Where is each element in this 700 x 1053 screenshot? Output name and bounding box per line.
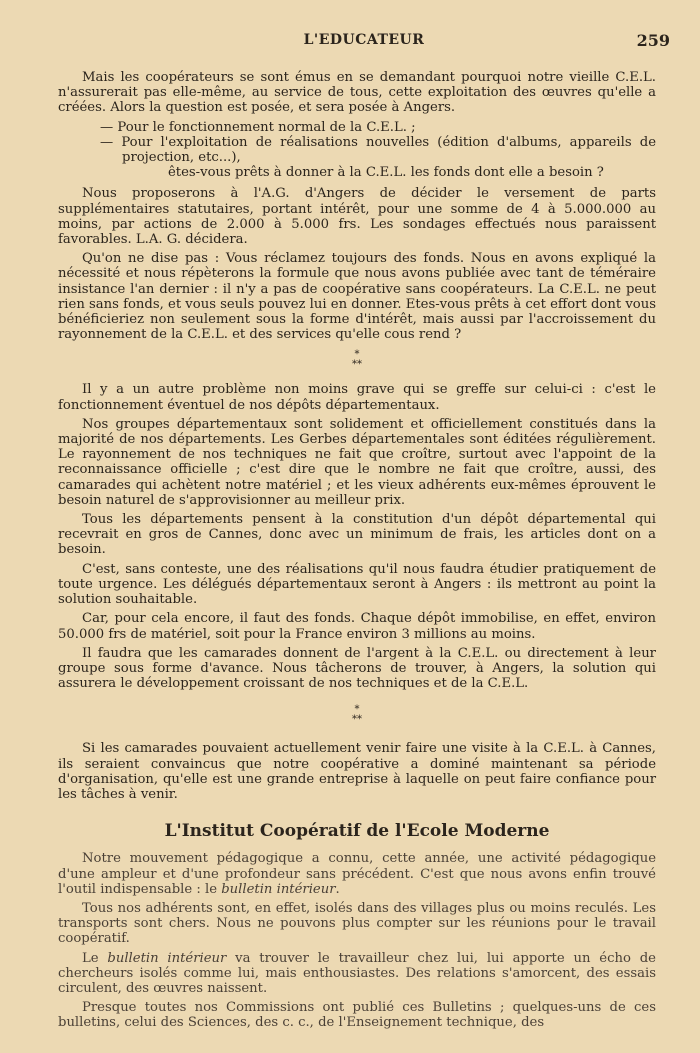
page-header [58, 32, 670, 52]
section-separator: * ** [352, 704, 362, 726]
section-title: L'Institut Coopératif de l'Ecole Moderne [164, 821, 550, 842]
paragraph: Notre mouvement pédagogique a connu, cette année, une activité pédagogique d'une ampleur et d'une profondeur sans précédent. C'est que nous avons enfin trouvé l'outil indispensable : le bulletin intérieur. [58, 851, 656, 897]
journal-title: L'EDUCATEUR [303, 32, 425, 48]
paragraph: Le bulletin intérieur va trouver le travailleur chez lui, lui apporte un écho de chercheurs isolés comme lui, mais enthousiastes. Des relations s'amorcent, des essais circulent, des œuvres naissent. [58, 950, 656, 996]
paragraph: Qu'on ne dise pas : Vous réclamez toujours des fonds. Nous en avons expliqué la nécessité et nous répèterons la formule que nous avons publiée avec tant de téméraire insistance l'an dernier : il n'y a pas de coopérative sans coopérateurs. La C.E.L. ne peut rien sans fonds, et vous seuls pouvez lui en donner. Etes-vous prêts à cet effort dont vous bénéficieriez non seulement sous la forme d'intérêt, mais aussi par l'accroissement du rayonnement de la C.E.L. et des services qu'elle cous rend ? [58, 251, 656, 343]
paragraph: Il faudra que les camarades donnent de l'argent à la C.E.L. ou directement à leur groupe sous forme d'avance. Nous tâcherons de trouver, à Angers, la solution qui assurera le développement croissant de nos techniques et de la C.E.L. [58, 645, 656, 692]
paragraph: Il y a un autre problème non moins grave qui se greffe sur celui-ci : c'est le fonctionnement éventuel de nos dépôts départementaux. [58, 382, 656, 413]
page-number: 259 [636, 31, 670, 50]
paragraph: C'est, sans conteste, une des réalisations qu'il nous faudra étudier pratiquement de toute urgence. Les délégués départementaux seront à Angers : ils mettront au point la solution souhaitable. [58, 561, 656, 608]
paragraph: Nous proposerons à l'A.G. d'Angers de décider le versement de parts supplémentaires statutaires, portant intérêt, pour une somme de 4 à 5.000.000 au moins, par actions de 2.000 à 5.000 frs. Les sondages effectués nous paraissent favorables. L.A. G. décidera. [58, 186, 656, 248]
paragraph: Tous les départements pensent à la constitution d'un dépôt départemental qui recevrait en gros de Cannes, donc avec un minimum de frais, les articles dont on a besoin. [58, 512, 656, 558]
paragraph: Tous nos adhérents sont, en effet, isolés dans des villages plus ou moins reculés. Les transports sont chers. Nous ne pouvons plus compter sur les réunions pour le travail coopératif. [58, 900, 656, 947]
list-item: — Pour l'exploitation de réalisations nouvelles (édition d'albums, appareils de projection, etc...), [100, 134, 656, 166]
paragraph: Presque toutes nos Commissions ont publié ces Bulletins ; quelques-uns de ces bulletins, celui des Sciences, des c. c., de l'Enseignement technique, des [58, 1000, 656, 1031]
section-separator: * ** [352, 349, 362, 371]
paragraph: Car, pour cela encore, il faut des fonds. Chaque dépôt immobilise, en effet, environ 50.000 frs de matériel, soit pour la France environ 3 millions au moins. [58, 611, 656, 642]
paragraph: Si les camarades pouvaient actuellement venir faire une visite à la C.E.L. à Cannes, ils seraient convaincus que notre coopérative a dominé maintenant sa période d'organisation, qu'elle est une grande entreprise à laquelle on peut faire confiance pour les tâches à venir. [58, 741, 656, 802]
question: êtes-vous prêts à donner à la C.E.L. les fonds dont elle a besoin ? [168, 165, 604, 181]
article-body [58, 70, 656, 1035]
paragraph: Mais les coopérateurs se sont émus en se demandant pourquoi notre vieille C.E.L. n'assurerait pas elle-même, au service de tous, cette exploitation des œuvres qu'elle a créées. Alors la question est posée, et sera posée à Angers. [58, 70, 656, 116]
list-item: — Pour le fonctionnement normal de la C.E.L. ; [100, 119, 416, 135]
paragraph: Nos groupes départementaux sont solidement et officiellement constitués dans la majorité de nos départements. Les Gerbes départementales sont éditées régulièrement. Le rayonnement de nos techniques ne fait que croître, surtout avec l'appoint de la reconnaissance officielle ; c'est dire que le nombre ne fait que croître, aussi, des camarades qui achètent notre matériel ; et les vieux adhérents eux-mêmes éprouvent le besoin naturel de s'approvisionner au meilleur prix. [58, 416, 656, 508]
